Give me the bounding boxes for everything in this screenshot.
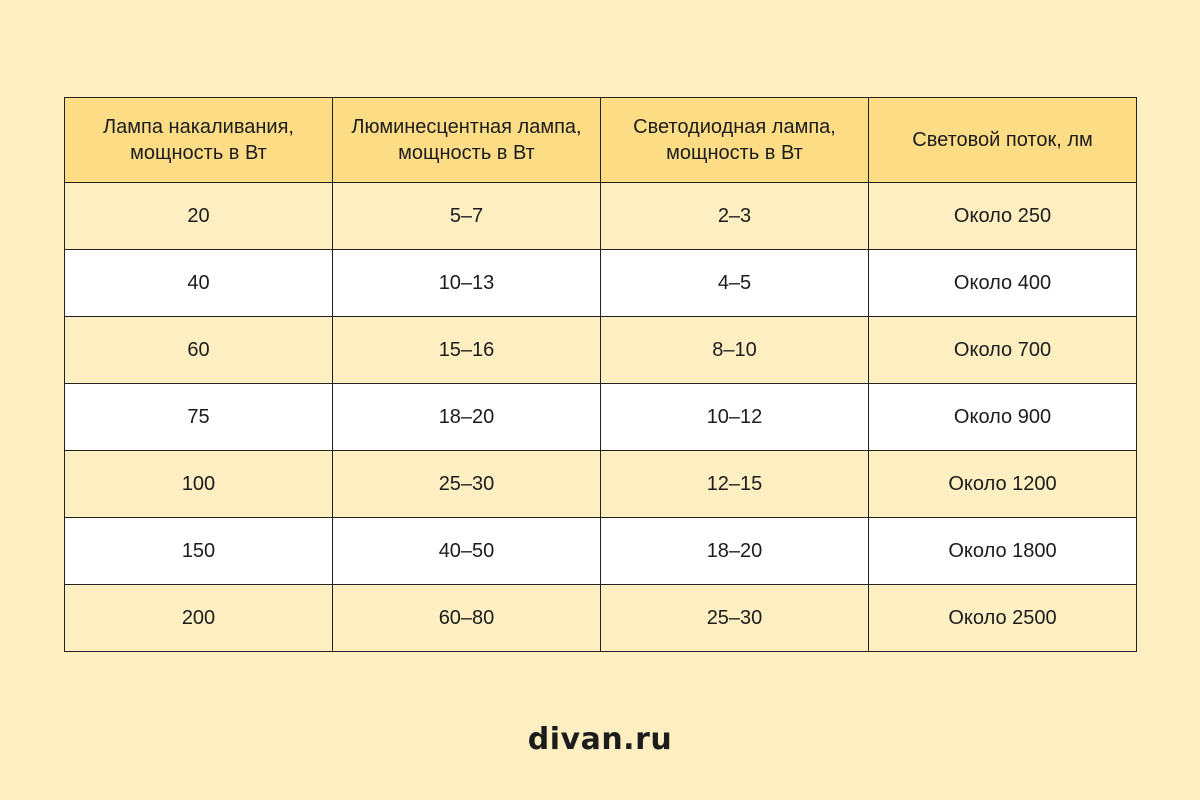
- cell-led: 4–5: [601, 250, 869, 317]
- cell-fluorescent: 5–7: [333, 183, 601, 250]
- table-row: [65, 451, 1137, 518]
- header-led: Светодиодная лампа, мощность в Вт: [601, 98, 869, 183]
- cell-led: 18–20: [601, 518, 869, 585]
- cell-incandescent: 200: [65, 585, 333, 652]
- table-row: [65, 384, 1137, 451]
- brand-logo: divan.ru: [527, 722, 673, 757]
- table-header-row: [65, 98, 1137, 183]
- table-row: [65, 183, 1137, 250]
- cell-incandescent: 75: [65, 384, 333, 451]
- cell-luminous-flux: Около 1800: [869, 518, 1137, 585]
- lamp-power-table: [64, 97, 1137, 652]
- header-incandescent: Лампа накаливания, мощность в Вт: [65, 98, 333, 183]
- cell-incandescent: 60: [65, 317, 333, 384]
- cell-luminous-flux: Около 400: [869, 250, 1137, 317]
- cell-fluorescent: 60–80: [333, 585, 601, 652]
- lamp-power-table-container: [64, 97, 1137, 652]
- cell-luminous-flux: Около 700: [869, 317, 1137, 384]
- table-row: [65, 250, 1137, 317]
- cell-incandescent: 40: [65, 250, 333, 317]
- cell-luminous-flux: Около 250: [869, 183, 1137, 250]
- cell-incandescent: 20: [65, 183, 333, 250]
- cell-led: 2–3: [601, 183, 869, 250]
- cell-led: 8–10: [601, 317, 869, 384]
- cell-incandescent: 150: [65, 518, 333, 585]
- table-row: [65, 317, 1137, 384]
- cell-led: 25–30: [601, 585, 869, 652]
- cell-incandescent: 100: [65, 451, 333, 518]
- header-fluorescent: Люминесцентная лампа, мощность в Вт: [333, 98, 601, 183]
- cell-luminous-flux: Около 2500: [869, 585, 1137, 652]
- cell-led: 12–15: [601, 451, 869, 518]
- cell-fluorescent: 25–30: [333, 451, 601, 518]
- cell-luminous-flux: Около 1200: [869, 451, 1137, 518]
- cell-luminous-flux: Около 900: [869, 384, 1137, 451]
- cell-fluorescent: 15–16: [333, 317, 601, 384]
- cell-fluorescent: 10–13: [333, 250, 601, 317]
- cell-fluorescent: 40–50: [333, 518, 601, 585]
- table-row: [65, 518, 1137, 585]
- cell-led: 10–12: [601, 384, 869, 451]
- header-luminous-flux: Световой поток, лм: [869, 98, 1137, 183]
- cell-fluorescent: 18–20: [333, 384, 601, 451]
- table-row: [65, 585, 1137, 652]
